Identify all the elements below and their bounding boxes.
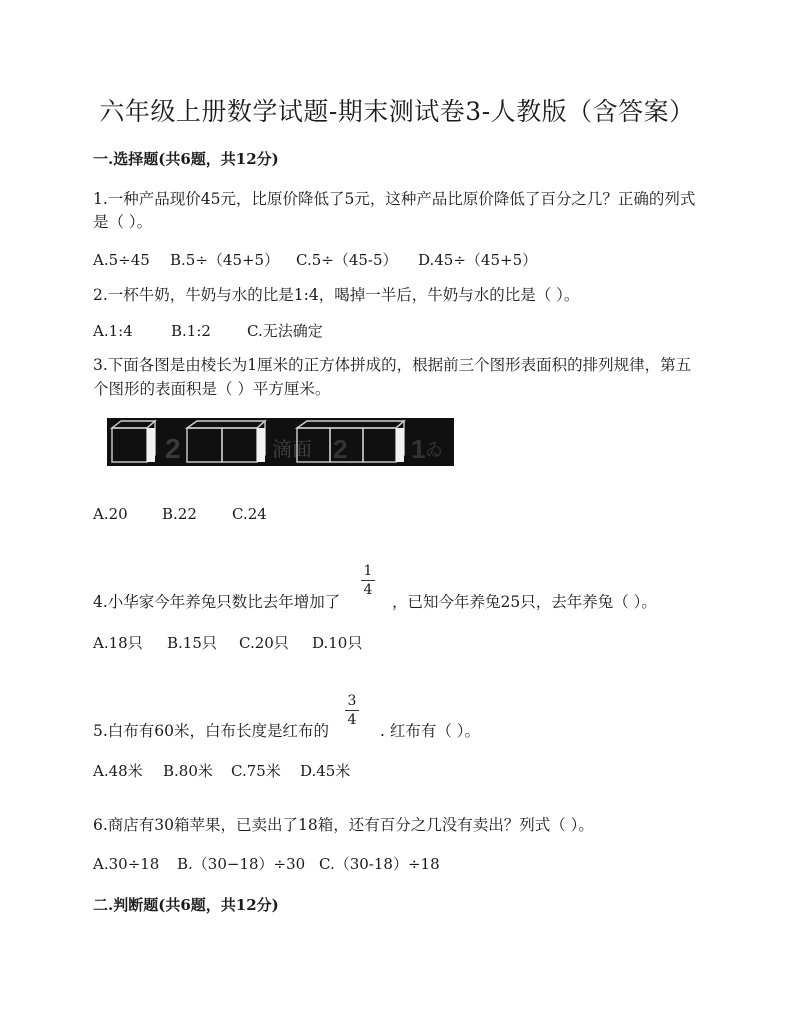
- question-4-options: [93, 632, 362, 653]
- option-c: C.（30-18）÷18: [319, 855, 440, 873]
- svg-text:2: 2: [333, 434, 348, 464]
- option-c: C.24: [232, 505, 267, 523]
- option-c: C.20只: [239, 634, 289, 652]
- option-b: B.（30−18）÷30: [177, 855, 306, 873]
- option-b: B.80米: [163, 762, 213, 780]
- option-c: C.5÷（45-5）: [296, 251, 398, 269]
- cube-pattern-image: [107, 418, 454, 466]
- question-5-options: [93, 760, 350, 781]
- section-heading-choice: 一.选择题(共6题，共12分): [93, 150, 279, 168]
- question-6-options: [93, 853, 440, 874]
- fraction-one-quarter: 1 4: [361, 563, 375, 598]
- question-3-options: [93, 505, 267, 523]
- question-3-line-1: 3.下面各图是由棱长为1厘米的正方体拼成的，根据前三个图形表面积的排列规律，第五: [93, 356, 692, 374]
- question-1-line-2: 是（ ）。: [93, 213, 153, 231]
- question-1-options: [93, 249, 537, 270]
- option-c: C.无法确定: [247, 322, 323, 340]
- option-d: D.45÷（45+5）: [418, 251, 538, 269]
- option-d: D.10只: [312, 634, 363, 652]
- option-a: A.20: [93, 505, 128, 523]
- question-5-text-before: 5.白布有60米，白布长度是红布的: [93, 722, 330, 740]
- option-a: A.18只: [93, 634, 143, 652]
- page-title: 六年级上册数学试题-期末测试卷3-人教版（含答案）: [99, 97, 695, 126]
- svg-text:2: 2: [165, 433, 181, 464]
- option-a: A.1:4: [93, 322, 133, 340]
- cube-pattern-figure: [107, 418, 454, 466]
- question-4-text-after: ，已知今年养兔25只，去年养兔（ ）。: [392, 593, 657, 611]
- svg-text:1: 1: [411, 434, 426, 464]
- option-d: D.45米: [300, 762, 351, 780]
- fraction-three-quarters: 3 4: [345, 693, 359, 728]
- svg-text:ゐ: ゐ: [425, 440, 443, 460]
- option-a: A.5÷45: [93, 251, 150, 269]
- question-2-text: 2.一杯牛奶，牛奶与水的比是1:4，喝掉一半后，牛奶与水的比是（ ）。: [93, 286, 580, 304]
- question-5-text-after: . 红布有（ ）。: [380, 722, 481, 740]
- option-b: B.1:2: [171, 322, 211, 340]
- option-a: A.30÷18: [93, 855, 160, 873]
- option-c: C.75米: [231, 762, 281, 780]
- svg-text:滴面: 滴面: [272, 439, 312, 461]
- question-1-line-1: 1.一种产品现价45元，比原价降低了5元，这种产品比原价降低了百分之几？正确的列式: [93, 190, 696, 208]
- option-b: B.22: [162, 505, 197, 523]
- option-b: B.15只: [167, 634, 217, 652]
- question-6-text: 6.商店有30箱苹果，已卖出了18箱，还有百分之几没有卖出？列式（ ）。: [93, 816, 594, 834]
- option-a: A.48米: [93, 762, 143, 780]
- question-4-text-before: 4.小华家今年养兔只数比去年增加了: [93, 593, 341, 611]
- question-3-line-2: 个图形的表面积是（ ）平方厘米。: [93, 380, 331, 398]
- question-2-options: [93, 320, 323, 341]
- option-b: B.5÷（45+5）: [170, 251, 280, 269]
- section-heading-judgment: 二.判断题(共6题，共12分): [93, 896, 279, 914]
